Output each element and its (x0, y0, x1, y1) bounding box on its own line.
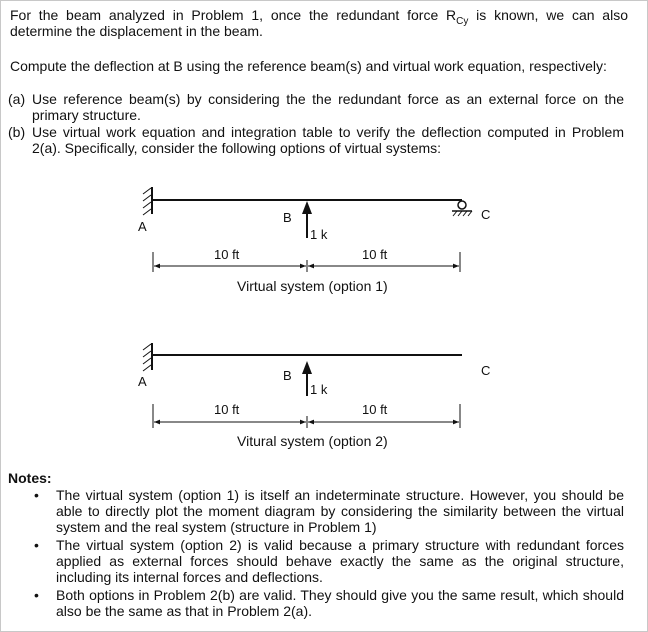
label-a-1: A (138, 219, 147, 234)
load-label-2: 1 k (310, 382, 328, 397)
label-a-2: A (138, 374, 147, 389)
load-label-1: 1 k (310, 227, 328, 242)
label-c-1: C (481, 207, 491, 222)
item-text-b: Use virtual work equation and integration table to verify the deflection computed in Problem 2(a). Specifically, consider the following options of virtual systems: (32, 124, 624, 156)
label-b-2: B (283, 368, 292, 383)
item-label-a: (a) (8, 91, 26, 107)
dim-left-2: 10 ft (214, 402, 240, 417)
dim-right-2: 10 ft (362, 402, 388, 417)
label-c-2: C (481, 363, 491, 378)
note-text-3: Both options in Problem 2(b) are valid. They should give you the same result, which should also be the same as that in Problem 2(a). (56, 587, 624, 619)
bullet-2: • (34, 537, 39, 553)
bullet-3: • (34, 587, 39, 603)
note-text-2: The virtual system (option 2) is valid because a primary structure with redundant forces applied as external forces should behave exactly the same as the original structure, including its internal forces and deflections. (56, 537, 624, 585)
pin-support-c-icon (452, 201, 472, 216)
fixed-support-a-icon (143, 343, 152, 371)
item-text-a: Use reference beam(s) by considering the the redundant force as an external force on the primary structure. (32, 91, 624, 123)
caption-2: Vitural system (option 2) (237, 433, 388, 449)
figure-2 (138, 343, 490, 449)
dim-right-1: 10 ft (362, 247, 388, 262)
item-label-b: (b) (8, 124, 26, 140)
label-b-1: B (283, 210, 292, 225)
dimension-lines-1 (153, 252, 460, 272)
dim-left-1: 10 ft (214, 247, 240, 262)
notes-title: Notes: (8, 470, 52, 486)
redundant-force-subscript: Cy (456, 15, 469, 27)
figure-1 (138, 187, 490, 294)
caption-1: Virtual system (option 1) (237, 278, 388, 294)
bullet-1: • (34, 487, 39, 503)
intro-text-start: For the beam analyzed in Problem 1, once the redundant force R (10, 7, 457, 23)
dimension-lines-2 (153, 404, 460, 428)
intro-paragraph-2: Compute the deflection at B using the reference beam(s) and virtual work equation, respectively: (10, 58, 607, 74)
intro-text-end: is known, we can also determine the displacement in the beam. (10, 7, 628, 39)
fixed-support-a-icon (143, 187, 152, 215)
note-text-1: The virtual system (option 1) is itself an indeterminate structure. However, you should be able to directly plot the moment diagram by considering the similarity between the virtual system and the real system (structure in Problem 1) (56, 487, 624, 535)
